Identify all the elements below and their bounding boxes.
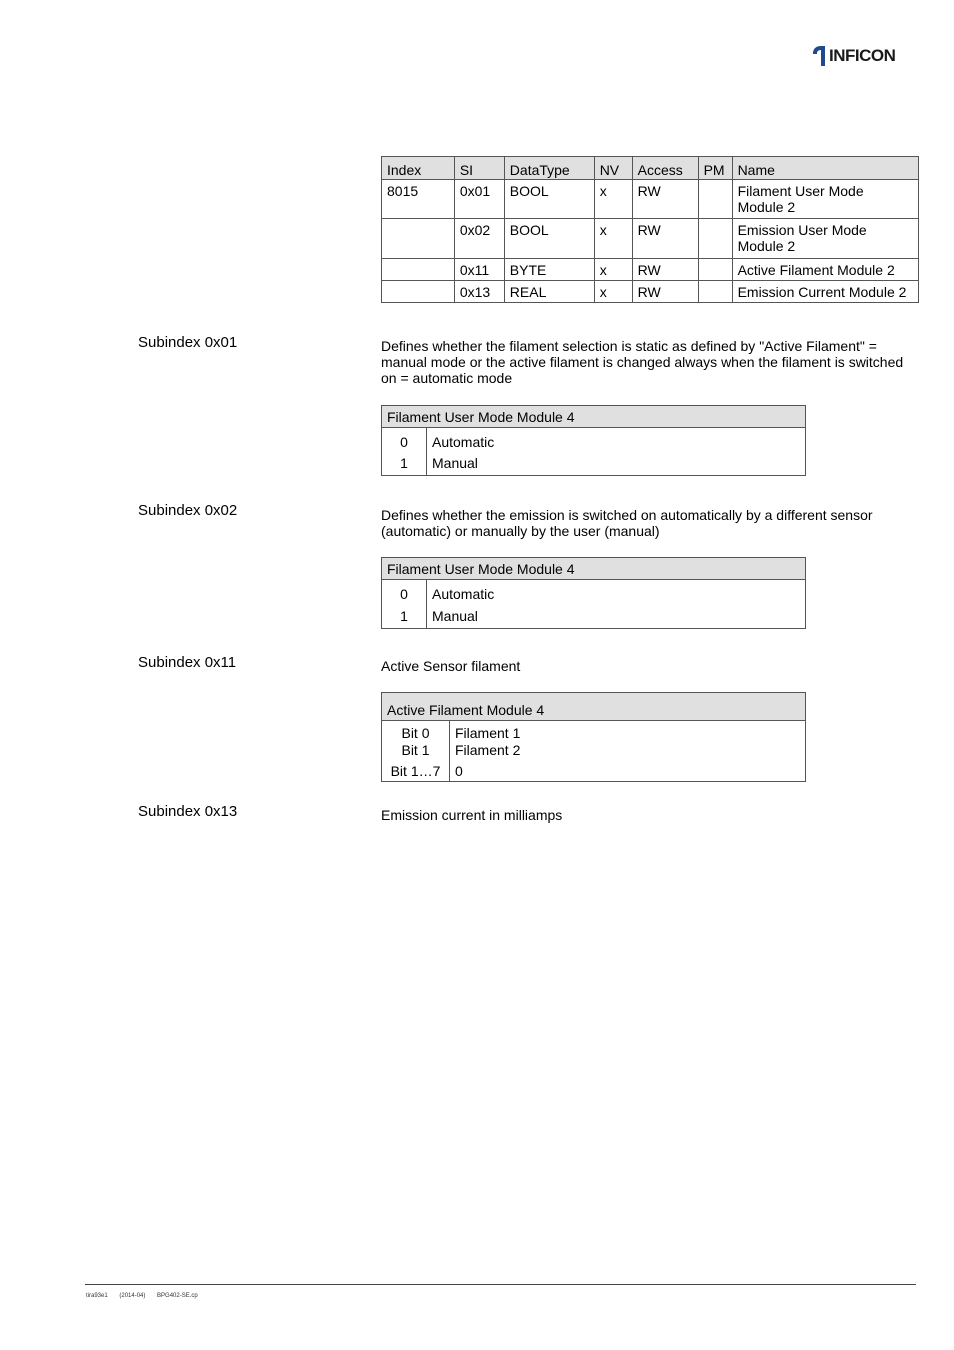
subindex-heading: Subindex 0x02 [138,502,238,519]
header-datatype: DataType [504,157,594,180]
table-header-row [382,157,919,180]
cell-name: Emission User Mode Module 2 [732,219,918,259]
cell-pm [698,281,732,303]
footer-date: (2014-04) [119,1293,146,1299]
table-row [382,281,919,303]
value-key: Bit 1…7 [390,763,441,779]
footer-file: BPG402-SE.cp [157,1293,198,1299]
value-label: Manual [432,608,478,624]
cell-nv: x [594,281,632,303]
cell-datatype: BOOL [504,219,594,259]
header-access: Access [632,157,698,180]
table-row [382,259,919,281]
cell-pm [698,180,732,219]
table-row [382,180,919,219]
cell-name: Filament User Mode Module 2 [732,180,918,219]
cell-pm [698,259,732,281]
value-key: 1 [400,608,408,624]
value-table [381,557,806,629]
header-si: SI [454,157,504,180]
cell-nv: x [594,180,632,219]
inficon-logo-mark-icon [812,45,828,67]
footer [86,1293,208,1299]
cell-datatype: BOOL [504,180,594,219]
subindex-description: Emission current in milliamps [381,807,563,823]
header-name: Name [732,157,918,180]
cell-access: RW [632,180,698,219]
cell-nv: x [594,259,632,281]
cell-access: RW [632,259,698,281]
value-key: 0 [400,586,408,602]
value-label: Filament 2 [455,742,521,758]
value-table-title: Active Filament Module 4 [382,693,805,721]
inficon-logo [812,44,895,68]
value-key: 0 [400,434,408,450]
cell-name: Emission Current Module 2 [732,281,918,303]
value-label: 0 [455,763,463,779]
cell-index [382,219,455,259]
value-key: Bit 1 [401,742,430,758]
object-dictionary-table [381,156,919,303]
subindex-heading: Subindex 0x01 [138,334,238,351]
logo-text: INFICON [829,46,896,65]
cell-index [382,281,455,303]
value-label: Automatic [432,586,495,602]
cell-index [382,259,455,281]
cell-name: Active Filament Module 2 [732,259,918,281]
value-key: Bit 0 [401,725,430,741]
subindex-description: Defines whether the emission is switched on automatically by a different sensor (automatic) or manually by the user (manual) [381,507,873,539]
cell-datatype: REAL [504,281,594,303]
table-row [382,219,919,259]
cell-si: 0x11 [454,259,504,281]
subindex-heading: Subindex 0x11 [138,654,237,671]
value-label: Automatic [432,434,495,450]
subindex-description: Active Sensor filament [381,658,521,674]
value-table [381,405,806,476]
subindex-heading: Subindex 0x13 [138,803,238,820]
value-key: 1 [400,455,408,471]
cell-datatype: BYTE [504,259,594,281]
cell-access: RW [632,281,698,303]
header-index: Index [382,157,455,180]
cell-si: 0x01 [454,180,504,219]
header-pm: PM [698,157,732,180]
value-label: Filament 1 [455,725,521,741]
cell-nv: x [594,219,632,259]
footer-divider [85,1284,916,1285]
cell-pm [698,219,732,259]
cell-index: 8015 [382,180,455,219]
header-nv: NV [594,157,632,180]
cell-access: RW [632,219,698,259]
value-label: Manual [432,455,478,471]
value-table [381,692,806,782]
value-table-title: Filament User Mode Module 4 [382,406,805,428]
subindex-description: Defines whether the filament selection is static as defined by "Active Filament" = manual mode or the active filament is changed always when the filament is switched on = automatic mode [381,338,904,386]
cell-si: 0x02 [454,219,504,259]
footer-doc-code: tira93e1 [86,1293,108,1299]
value-table-title: Filament User Mode Module 4 [382,558,805,580]
cell-si: 0x13 [454,281,504,303]
